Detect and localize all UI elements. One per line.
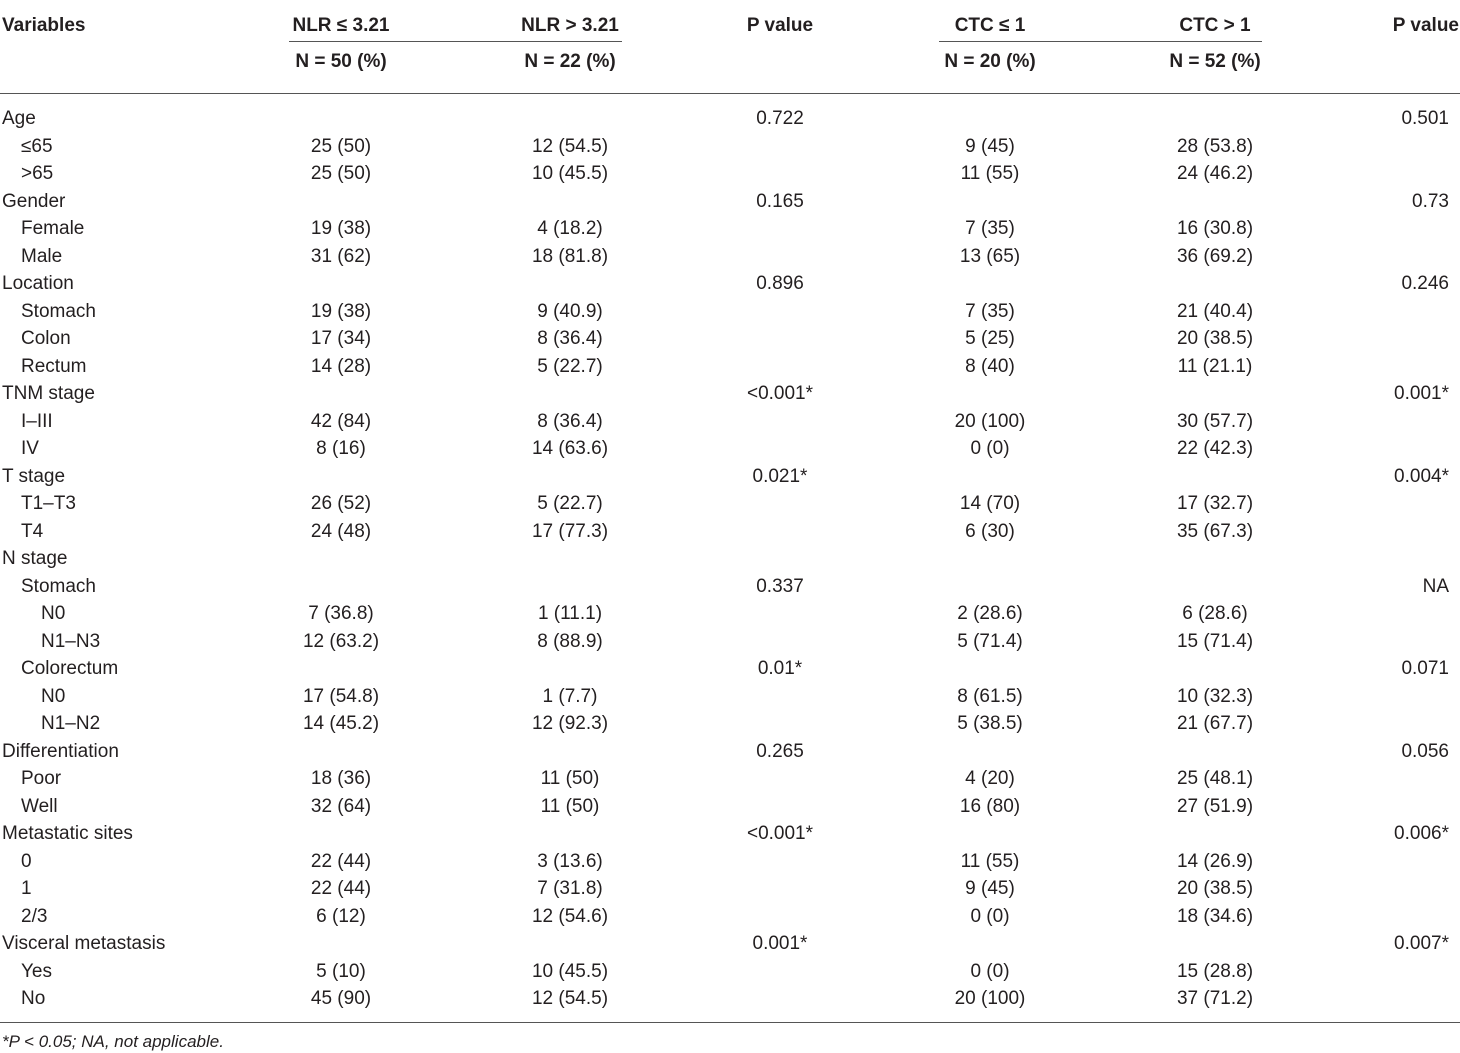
row-label: Stomach bbox=[21, 301, 96, 322]
cell-nlr-low: 6 (12) bbox=[316, 906, 366, 927]
row-label: Well bbox=[21, 796, 58, 817]
cell-nlr-low: 22 (44) bbox=[310, 878, 372, 899]
cell-ctc-low: 11 (55) bbox=[960, 851, 1020, 872]
cell-nlr-high: 12 (54.6) bbox=[531, 906, 609, 927]
cell-nlr-low: 42 (84) bbox=[310, 411, 372, 432]
cell-nlr-low: 14 (28) bbox=[310, 356, 372, 377]
table-footnote: *P < 0.05; NA, not applicable. bbox=[2, 1032, 224, 1051]
cell-nlr-low: 32 (64) bbox=[310, 796, 372, 817]
cell-nlr-high: 18 (81.8) bbox=[531, 246, 609, 267]
cell-ctc-high: 28 (53.8) bbox=[1176, 136, 1254, 157]
cell-p-value-ctc: 0.007* bbox=[1394, 933, 1449, 954]
header-variables: Variables bbox=[2, 15, 86, 36]
cell-nlr-high: 8 (36.4) bbox=[537, 411, 603, 432]
row-label: N0 bbox=[41, 686, 66, 707]
cell-p-value-ctc: 0.001* bbox=[1394, 383, 1449, 404]
cell-p-value-ctc: 0.501 bbox=[1401, 108, 1449, 129]
cell-p-value-nlr: 0.337 bbox=[756, 576, 804, 597]
cell-ctc-high: 30 (57.7) bbox=[1176, 411, 1254, 432]
cell-nlr-high: 17 (77.3) bbox=[531, 521, 609, 542]
cell-nlr-low: 19 (38) bbox=[310, 301, 372, 322]
cell-p-value-nlr: 0.896 bbox=[756, 273, 804, 294]
cell-p-value-nlr: <0.001* bbox=[746, 823, 814, 844]
cell-nlr-low: 25 (50) bbox=[310, 163, 372, 184]
cell-ctc-high: 6 (28.6) bbox=[1182, 603, 1248, 624]
ctc-span-rule bbox=[939, 41, 1262, 42]
cell-nlr-high: 12 (92.3) bbox=[531, 713, 609, 734]
row-label: Male bbox=[21, 246, 63, 267]
cell-p-value-ctc: 0.246 bbox=[1401, 273, 1449, 294]
cell-ctc-high: 24 (46.2) bbox=[1176, 163, 1254, 184]
row-label: N1–N2 bbox=[41, 713, 101, 734]
cell-nlr-high: 8 (36.4) bbox=[537, 328, 603, 349]
cell-ctc-low: 6 (30) bbox=[965, 521, 1015, 542]
row-label: Differentiation bbox=[2, 741, 119, 762]
cell-nlr-low: 12 (63.2) bbox=[302, 631, 380, 652]
cell-ctc-high: 22 (42.3) bbox=[1176, 438, 1254, 459]
cell-ctc-high: 16 (30.8) bbox=[1176, 218, 1254, 239]
cell-nlr-high: 8 (88.9) bbox=[537, 631, 603, 652]
cell-ctc-high: 27 (51.9) bbox=[1176, 796, 1254, 817]
cell-nlr-low: 18 (36) bbox=[310, 768, 372, 789]
row-label: 1 bbox=[21, 878, 32, 899]
cell-p-value-ctc: 0.73 bbox=[1412, 191, 1449, 212]
cell-ctc-low: 9 (45) bbox=[965, 878, 1015, 899]
cell-nlr-high: 14 (63.6) bbox=[531, 438, 609, 459]
cell-nlr-high: 1 (11.1) bbox=[537, 603, 603, 624]
cell-ctc-low: 11 (55) bbox=[960, 163, 1020, 184]
row-label: N1–N3 bbox=[41, 631, 101, 652]
cell-nlr-high: 3 (13.6) bbox=[537, 851, 603, 872]
row-label: N0 bbox=[41, 603, 66, 624]
cell-nlr-low: 22 (44) bbox=[310, 851, 372, 872]
row-label: Yes bbox=[21, 961, 52, 982]
nlr-span-rule bbox=[289, 41, 622, 42]
cell-ctc-low: 0 (0) bbox=[970, 961, 1010, 982]
header-nlr-low: NLR ≤ 3.21 bbox=[292, 15, 390, 36]
cell-nlr-high: 10 (45.5) bbox=[531, 163, 609, 184]
cell-nlr-high: 11 (50) bbox=[540, 796, 600, 817]
cell-p-value-ctc: 0.006* bbox=[1394, 823, 1449, 844]
cell-p-value-ctc: 0.004* bbox=[1394, 466, 1449, 487]
cell-ctc-low: 7 (35) bbox=[965, 301, 1015, 322]
cell-ctc-high: 37 (71.2) bbox=[1176, 988, 1254, 1009]
cell-ctc-low: 0 (0) bbox=[970, 438, 1010, 459]
cell-nlr-high: 5 (22.7) bbox=[537, 356, 603, 377]
cell-nlr-low: 45 (90) bbox=[310, 988, 372, 1009]
row-label: T stage bbox=[2, 466, 66, 487]
row-label: T4 bbox=[21, 521, 44, 542]
row-label: Female bbox=[21, 218, 85, 239]
cell-ctc-high: 14 (26.9) bbox=[1176, 851, 1254, 872]
cell-nlr-high: 1 (7.7) bbox=[542, 686, 598, 707]
cell-p-value-ctc: NA bbox=[1422, 576, 1449, 597]
header-n-ctc-high: N = 52 (%) bbox=[1169, 51, 1261, 72]
row-label: Visceral metastasis bbox=[2, 933, 166, 954]
cell-ctc-high: 36 (69.2) bbox=[1176, 246, 1254, 267]
cell-nlr-high: 12 (54.5) bbox=[531, 136, 609, 157]
cell-ctc-low: 9 (45) bbox=[965, 136, 1015, 157]
cell-nlr-low: 17 (54.8) bbox=[302, 686, 380, 707]
cell-ctc-high: 17 (32.7) bbox=[1176, 493, 1254, 514]
cell-ctc-low: 7 (35) bbox=[965, 218, 1015, 239]
cell-nlr-high: 10 (45.5) bbox=[531, 961, 609, 982]
cell-ctc-high: 25 (48.1) bbox=[1176, 768, 1254, 789]
cell-ctc-low: 8 (40) bbox=[965, 356, 1015, 377]
cell-p-value-nlr: 0.001* bbox=[752, 933, 808, 954]
cell-nlr-low: 24 (48) bbox=[310, 521, 372, 542]
cell-p-value-nlr: <0.001* bbox=[746, 383, 814, 404]
cell-ctc-low: 5 (38.5) bbox=[957, 713, 1023, 734]
row-label: Gender bbox=[2, 191, 66, 212]
header-p-value-ctc: P value bbox=[1392, 15, 1459, 36]
row-label: Stomach bbox=[21, 576, 96, 597]
cell-ctc-low: 2 (28.6) bbox=[957, 603, 1023, 624]
row-label: N stage bbox=[2, 548, 68, 569]
cell-ctc-high: 15 (28.8) bbox=[1176, 961, 1254, 982]
cell-ctc-low: 0 (0) bbox=[970, 906, 1010, 927]
row-label: Rectum bbox=[21, 356, 87, 377]
cell-p-value-ctc: 0.071 bbox=[1401, 658, 1449, 679]
row-label: Colorectum bbox=[21, 658, 119, 679]
cell-ctc-high: 10 (32.3) bbox=[1176, 686, 1254, 707]
cell-nlr-high: 4 (18.2) bbox=[537, 218, 603, 239]
cell-ctc-high: 18 (34.6) bbox=[1176, 906, 1254, 927]
cell-nlr-high: 7 (31.8) bbox=[537, 878, 603, 899]
cell-nlr-low: 25 (50) bbox=[310, 136, 372, 157]
cell-ctc-low: 5 (25) bbox=[965, 328, 1015, 349]
cell-nlr-low: 26 (52) bbox=[310, 493, 372, 514]
header-n-ctc-low: N = 20 (%) bbox=[944, 51, 1036, 72]
cell-nlr-low: 5 (10) bbox=[316, 961, 366, 982]
cell-nlr-low: 31 (62) bbox=[310, 246, 372, 267]
row-label: Location bbox=[2, 273, 74, 294]
row-label: Poor bbox=[21, 768, 62, 789]
cell-p-value-nlr: 0.021* bbox=[752, 466, 808, 487]
row-label: ≤65 bbox=[21, 136, 53, 157]
cell-nlr-low: 17 (34) bbox=[310, 328, 372, 349]
cell-p-value-nlr: 0.722 bbox=[756, 108, 804, 129]
cell-p-value-nlr: 0.265 bbox=[756, 741, 804, 762]
cell-nlr-high: 12 (54.5) bbox=[531, 988, 609, 1009]
cell-ctc-low: 16 (80) bbox=[959, 796, 1021, 817]
row-label: Colon bbox=[21, 328, 71, 349]
row-label: No bbox=[21, 988, 46, 1009]
cell-ctc-high: 21 (40.4) bbox=[1176, 301, 1254, 322]
row-label: IV bbox=[21, 438, 39, 459]
row-label: 2/3 bbox=[21, 906, 48, 927]
cell-nlr-high: 9 (40.9) bbox=[537, 301, 603, 322]
header-nlr-high: NLR > 3.21 bbox=[521, 15, 619, 36]
cell-ctc-high: 11 (21.1) bbox=[1177, 356, 1253, 377]
header-bottom-rule bbox=[0, 93, 1460, 94]
header-n-nlr-high: N = 22 (%) bbox=[524, 51, 616, 72]
row-label: Metastatic sites bbox=[2, 823, 133, 844]
cell-ctc-high: 35 (67.3) bbox=[1176, 521, 1254, 542]
cell-ctc-low: 14 (70) bbox=[959, 493, 1021, 514]
header-ctc-low: CTC ≤ 1 bbox=[954, 15, 1026, 36]
cell-ctc-high: 20 (38.5) bbox=[1176, 878, 1254, 899]
row-label: T1–T3 bbox=[21, 493, 76, 514]
cell-ctc-low: 5 (71.4) bbox=[957, 631, 1023, 652]
cell-ctc-high: 21 (67.7) bbox=[1176, 713, 1254, 734]
cell-ctc-low: 20 (100) bbox=[954, 988, 1026, 1009]
cell-p-value-nlr: 0.01* bbox=[757, 658, 803, 679]
table-bottom-rule bbox=[0, 1022, 1460, 1023]
header-ctc-high: CTC > 1 bbox=[1179, 15, 1251, 36]
cell-ctc-low: 8 (61.5) bbox=[957, 686, 1023, 707]
row-label: Age bbox=[2, 108, 36, 129]
cell-ctc-low: 20 (100) bbox=[954, 411, 1026, 432]
header-n-nlr-low: N = 50 (%) bbox=[295, 51, 387, 72]
cell-ctc-low: 4 (20) bbox=[965, 768, 1015, 789]
cell-nlr-low: 19 (38) bbox=[310, 218, 372, 239]
cell-ctc-high: 20 (38.5) bbox=[1176, 328, 1254, 349]
cell-ctc-high: 15 (71.4) bbox=[1176, 631, 1254, 652]
cell-nlr-low: 8 (16) bbox=[316, 438, 366, 459]
cell-nlr-high: 5 (22.7) bbox=[537, 493, 603, 514]
row-label: TNM stage bbox=[2, 383, 95, 404]
cell-nlr-low: 7 (36.8) bbox=[308, 603, 374, 624]
row-label: >65 bbox=[21, 163, 54, 184]
cell-p-value-ctc: 0.056 bbox=[1401, 741, 1449, 762]
cell-nlr-low: 14 (45.2) bbox=[302, 713, 380, 734]
cell-nlr-high: 11 (50) bbox=[540, 768, 600, 789]
row-label: 0 bbox=[21, 851, 32, 872]
row-label: I–III bbox=[21, 411, 53, 432]
header-p-value-nlr: P value bbox=[746, 15, 814, 36]
cell-p-value-nlr: 0.165 bbox=[756, 191, 804, 212]
cell-ctc-low: 13 (65) bbox=[959, 246, 1021, 267]
